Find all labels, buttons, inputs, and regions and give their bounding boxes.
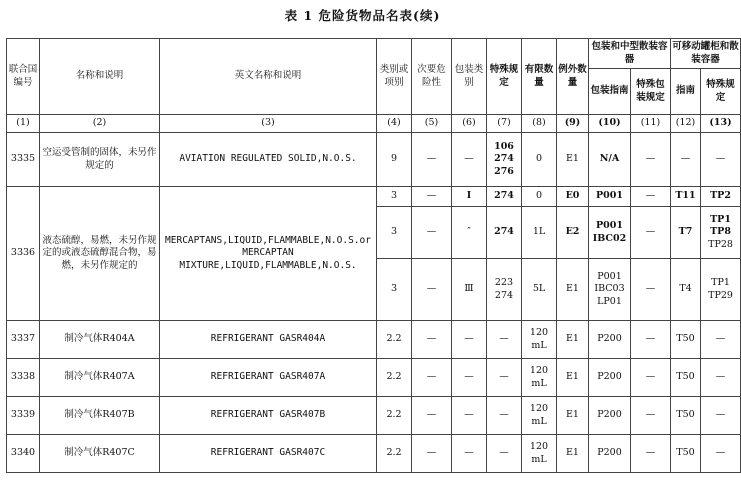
tank-special: TP2 [701,187,741,207]
class: 2.2 [377,397,412,435]
special-packing: — [631,259,671,321]
packing-instruction: P200 [589,321,631,359]
packing-instruction: P001 [589,187,631,207]
tank-special: — [701,321,741,359]
limited-quantity-unit: mL [531,415,547,427]
special-provision: 274 [494,289,514,301]
excepted-quantity: E1 [557,259,589,321]
header-tank-group: 可移动罐柜和散装容器 [671,39,741,69]
colnum: (2) [40,115,160,133]
special-provision: 274 [494,153,514,165]
header-tank-special: 特殊规定 [701,69,741,115]
limited-quantity-value: 120 [529,365,549,377]
english-name: REFRIGERANT GASR404A [160,321,377,359]
header-english-name: 英文名称和说明 [160,39,377,115]
table-row [7,397,741,435]
header-un-number: 联合国编号 [7,39,40,115]
tank-special-item: TP1 [711,277,730,289]
packing-instruction: P200 [589,397,631,435]
packing-group: — [452,359,487,397]
packing-instruction [589,259,631,321]
packing-instruction [589,207,631,259]
chinese-name: 制冷气体R407B [40,397,160,435]
excepted-quantity: E1 [557,133,589,187]
tank-instruction: T11 [671,187,701,207]
special-packing: — [631,187,671,207]
excepted-quantity: E1 [557,397,589,435]
subsidiary-risk: — [412,207,452,259]
table-row [7,321,741,359]
tank-special-item: TP1 [710,214,731,226]
header-special-provisions: 特殊规定 [487,39,522,115]
packing-group: Ⅲ [452,259,487,321]
header-excepted-quantity: 例外数量 [557,39,589,115]
colnum: (8) [522,115,557,133]
subsidiary-risk: — [412,133,452,187]
packing-group: — [452,133,487,187]
packing-group: — [452,397,487,435]
special-provisions: — [487,321,522,359]
limited-quantity: 0 [522,187,557,207]
packing-group: — [452,435,487,473]
tank-special: — [701,133,741,187]
special-packing: — [631,321,671,359]
class: 2.2 [377,359,412,397]
packing-instruction-item: LP01 [597,295,622,307]
tank-instruction: T7 [671,207,701,259]
table-row [7,435,741,473]
tank-special [701,207,741,259]
special-provisions: — [487,397,522,435]
tank-instruction: T4 [671,259,701,321]
limited-quantity-value: 120 [529,327,549,339]
special-provisions [487,133,522,187]
special-provision: 223 [494,277,514,289]
subsidiary-risk: — [412,397,452,435]
colnum: (7) [487,115,522,133]
packing-group: Ⅰ [452,187,487,207]
tank-special: — [701,435,741,473]
tank-special: — [701,397,741,435]
limited-quantity [522,359,557,397]
special-packing: — [631,207,671,259]
un-number: 3335 [7,133,40,187]
tank-instruction: T50 [671,397,701,435]
colnum: (10) [589,115,631,133]
tank-instruction: T50 [671,359,701,397]
limited-quantity-unit: mL [531,453,547,465]
tank-special [701,259,741,321]
header-special-packing: 特殊包装规定 [631,69,671,115]
excepted-quantity: E1 [557,321,589,359]
tank-instruction: T50 [671,435,701,473]
limited-quantity [522,435,557,473]
table-title: 表 1 危险货物品名表(续) [284,8,441,23]
chinese-name: 制冷气体R407A [40,359,160,397]
class: 3 [377,259,412,321]
special-provision: 106 [494,141,514,153]
colnum: (12) [671,115,701,133]
packing-group: — [452,321,487,359]
special-packing: — [631,397,671,435]
un-number: 3337 [7,321,40,359]
header-tank-instruction: 指南 [671,69,701,115]
header-packing-group: 包装类别 [452,39,487,115]
subsidiary-risk: — [412,321,452,359]
special-provisions: 274 [487,187,522,207]
packing-group: ″ [452,207,487,259]
header-row-1 [7,39,741,69]
packing-instruction-item: P001 [597,271,622,283]
special-packing: — [631,133,671,187]
header-packing-instruction: 包装指南 [589,69,631,115]
un-number: 3339 [7,397,40,435]
table-row [7,133,741,187]
colnum: (9) [557,115,589,133]
colnum: (4) [377,115,412,133]
limited-quantity: 1L [522,207,557,259]
colnum: (5) [412,115,452,133]
class: 2.2 [377,321,412,359]
header-packaging-group: 包装和中型散装容器 [589,39,671,69]
header-subsidiary-risk: 次要危险性 [412,39,452,115]
tank-special-item: TP28 [708,238,733,250]
limited-quantity: 0 [522,133,557,187]
english-name: REFRIGERANT GASR407A [160,359,377,397]
packing-instruction: N/A [589,133,631,187]
un-number: 3338 [7,359,40,397]
un-number: 3336 [7,187,40,321]
dangerous-goods-table [6,38,741,473]
excepted-quantity: E1 [557,359,589,397]
colnum: (3) [160,115,377,133]
tank-special-item: TP8 [710,226,731,238]
colnum: (13) [701,115,741,133]
tank-special-item: TP29 [708,289,733,301]
special-packing: — [631,359,671,397]
packing-instruction: P200 [589,435,631,473]
packing-instruction: P200 [589,359,631,397]
limited-quantity-unit: mL [531,339,547,351]
limited-quantity [522,397,557,435]
english-name: MERCAPTANS,LIQUID,FLAMMABLE,N.O.S.or MERCAPTAN MIXTURE,LIQUID,FLAMMABLE,N.O.S. [160,187,377,321]
english-name: REFRIGERANT GASR407B [160,397,377,435]
column-number-row [7,115,741,133]
class: 2.2 [377,435,412,473]
excepted-quantity: E1 [557,435,589,473]
class: 3 [377,187,412,207]
tank-instruction: — [671,133,701,187]
special-provisions: — [487,435,522,473]
un-number: 3340 [7,435,40,473]
chinese-name: 空运受管制的固体，未另作规定的 [40,133,160,187]
packing-instruction-item: IBC02 [592,232,627,244]
subsidiary-risk: — [412,435,452,473]
tank-instruction: T50 [671,321,701,359]
special-provisions: 274 [487,207,522,259]
limited-quantity-value: 120 [529,441,549,453]
special-packing: — [631,435,671,473]
chinese-name: 制冷气体R407C [40,435,160,473]
english-name: AVIATION REGULATED SOLID,N.O.S. [160,133,377,187]
colnum: (1) [7,115,40,133]
limited-quantity [522,321,557,359]
excepted-quantity: E2 [557,207,589,259]
special-provisions: — [487,359,522,397]
subsidiary-risk: — [412,187,452,207]
subsidiary-risk: — [412,259,452,321]
limited-quantity-unit: mL [531,377,547,389]
colnum: (6) [452,115,487,133]
packing-instruction-item: IBC03 [594,283,625,295]
header-limited-quantity: 有限数量 [522,39,557,115]
chinese-name: 制冷气体R404A [40,321,160,359]
header-name: 名称和说明 [40,39,160,115]
header-class: 类别或项别 [377,39,412,115]
limited-quantity-value: 120 [529,403,549,415]
special-provision: 276 [494,165,514,177]
excepted-quantity: E0 [557,187,589,207]
chinese-name: 液态硫醇，易燃，未另作规定的或液态硫醇混合物，易燃，未另作规定的 [40,187,160,321]
limited-quantity: 5L [522,259,557,321]
class: 3 [377,207,412,259]
tank-special: — [701,359,741,397]
subsidiary-risk: — [412,359,452,397]
english-name: REFRIGERANT GASR407C [160,435,377,473]
special-provisions [487,259,522,321]
colnum: (11) [631,115,671,133]
packing-instruction-item: P001 [596,220,623,232]
class: 9 [377,133,412,187]
table-row [7,187,741,207]
table-row [7,359,741,397]
